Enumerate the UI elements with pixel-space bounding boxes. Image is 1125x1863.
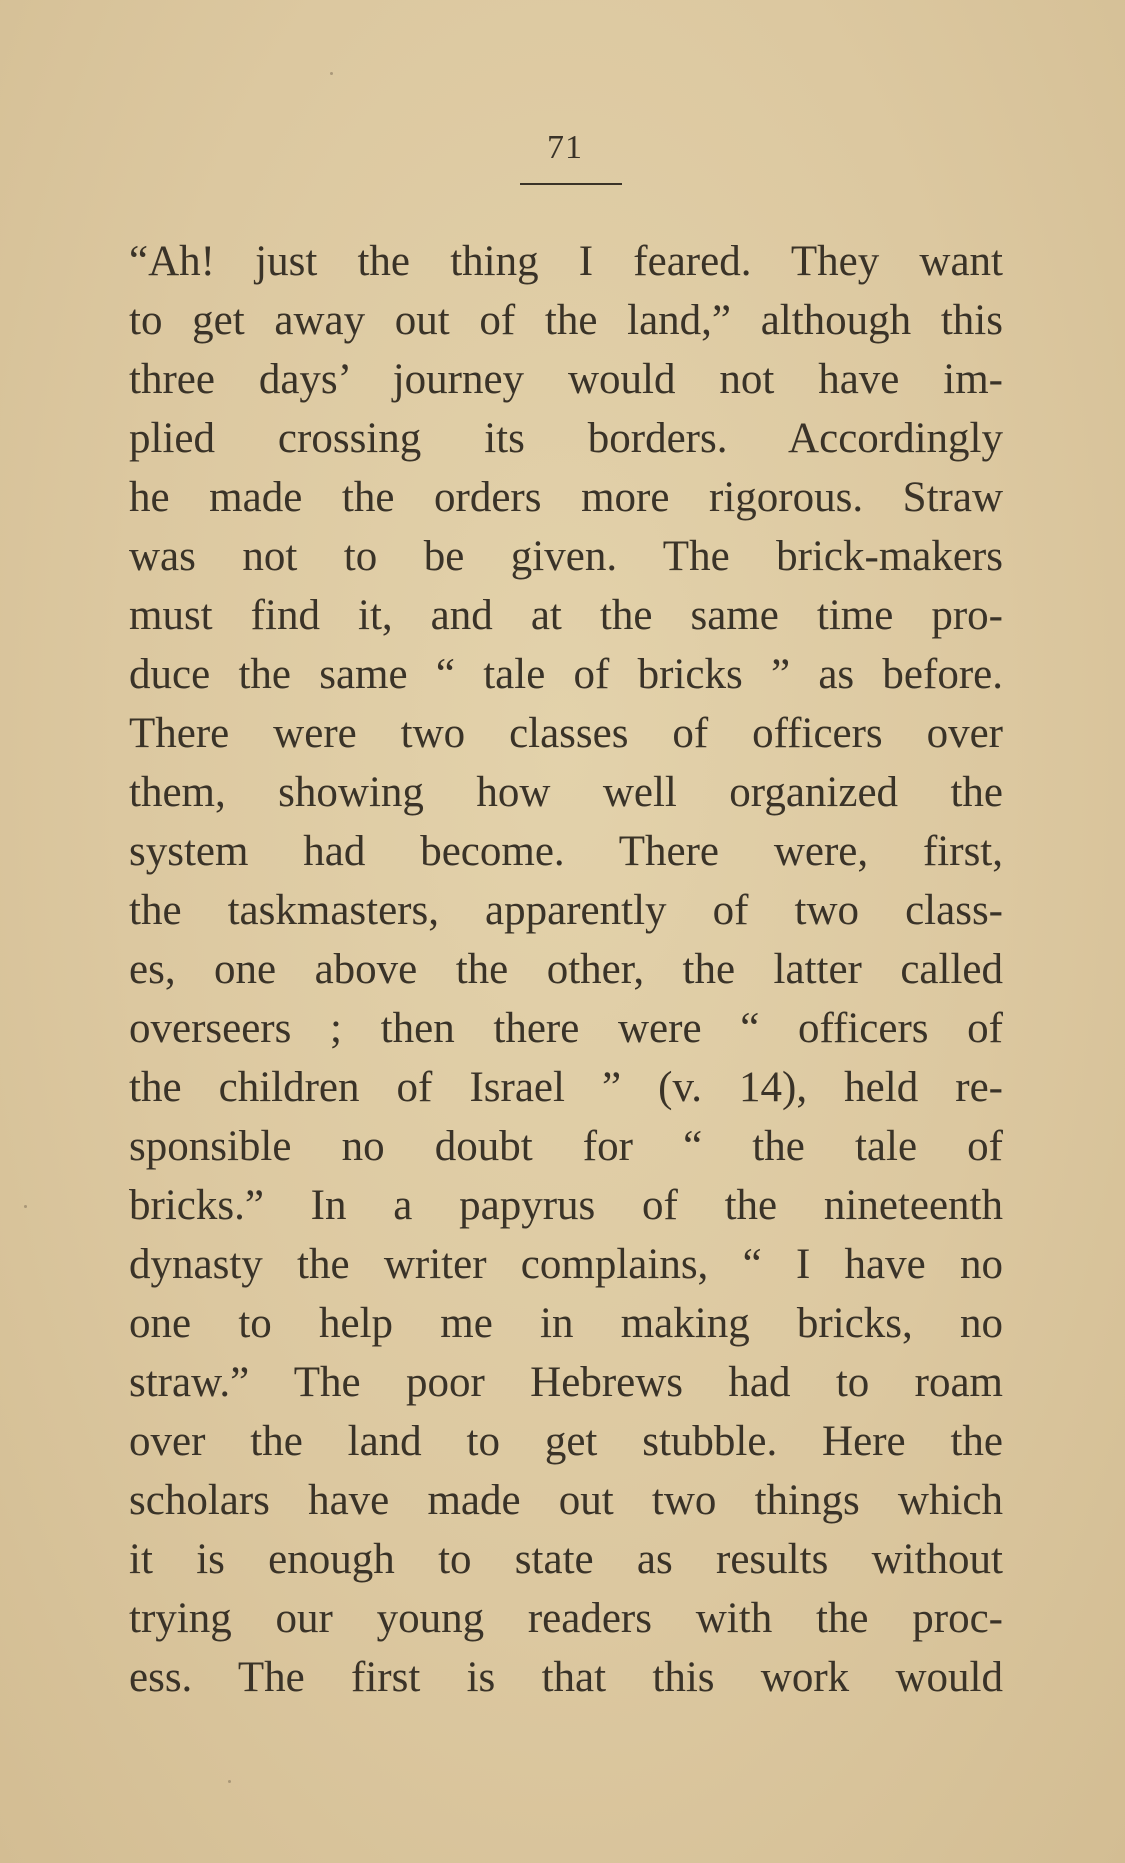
text-line: was not to be given. The brick-makers — [129, 533, 1003, 580]
text-line: “Ah! just the thing I feared. They want — [129, 238, 1003, 285]
text-line: it is enough to state as results without — [129, 1536, 1003, 1583]
text-line: ess. The first is that this work would — [129, 1654, 1003, 1701]
text-line: plied crossing its borders. Accordingly — [129, 415, 1003, 462]
text-line: them, showing how well organized the — [129, 769, 1003, 816]
text-line: to get away out of the land,” although this — [129, 297, 1003, 344]
text-line: scholars have made out two things which — [129, 1477, 1003, 1524]
paper-speck — [330, 72, 333, 75]
text-line: must find it, and at the same time pro- — [129, 592, 1003, 639]
text-line: dynasty the writer complains, “ I have no — [129, 1241, 1003, 1288]
text-line: trying our young readers with the proc- — [129, 1595, 1003, 1642]
text-line: overseers ; then there were “ officers of — [129, 1005, 1003, 1052]
text-line: bricks.” In a papyrus of the nineteenth — [129, 1182, 1003, 1229]
text-line: duce the same “ tale of bricks ” as before. — [129, 651, 1003, 698]
paper-speck — [228, 1780, 231, 1783]
text-line: three days’ journey would not have im- — [129, 356, 1003, 403]
text-line: one to help me in making bricks, no — [129, 1300, 1003, 1347]
page-number: 71 — [547, 129, 583, 166]
body-text — [129, 232, 1003, 1707]
text-line: straw.” The poor Hebrews had to roam — [129, 1359, 1003, 1406]
text-line: system had become. There were, first, — [129, 828, 1003, 875]
header-rule — [520, 183, 622, 185]
text-line: he made the orders more rigorous. Straw — [129, 474, 1003, 521]
text-line: There were two classes of officers over — [129, 710, 1003, 757]
text-line: es, one above the other, the latter called — [129, 946, 1003, 993]
text-line: the taskmasters, apparently of two class- — [129, 887, 1003, 934]
paper-speck — [24, 1205, 27, 1208]
text-line: over the land to get stubble. Here the — [129, 1418, 1003, 1465]
text-line: the children of Israel ” (v. 14), held re- — [129, 1064, 1003, 1111]
text-line: sponsible no doubt for “ the tale of — [129, 1123, 1003, 1170]
